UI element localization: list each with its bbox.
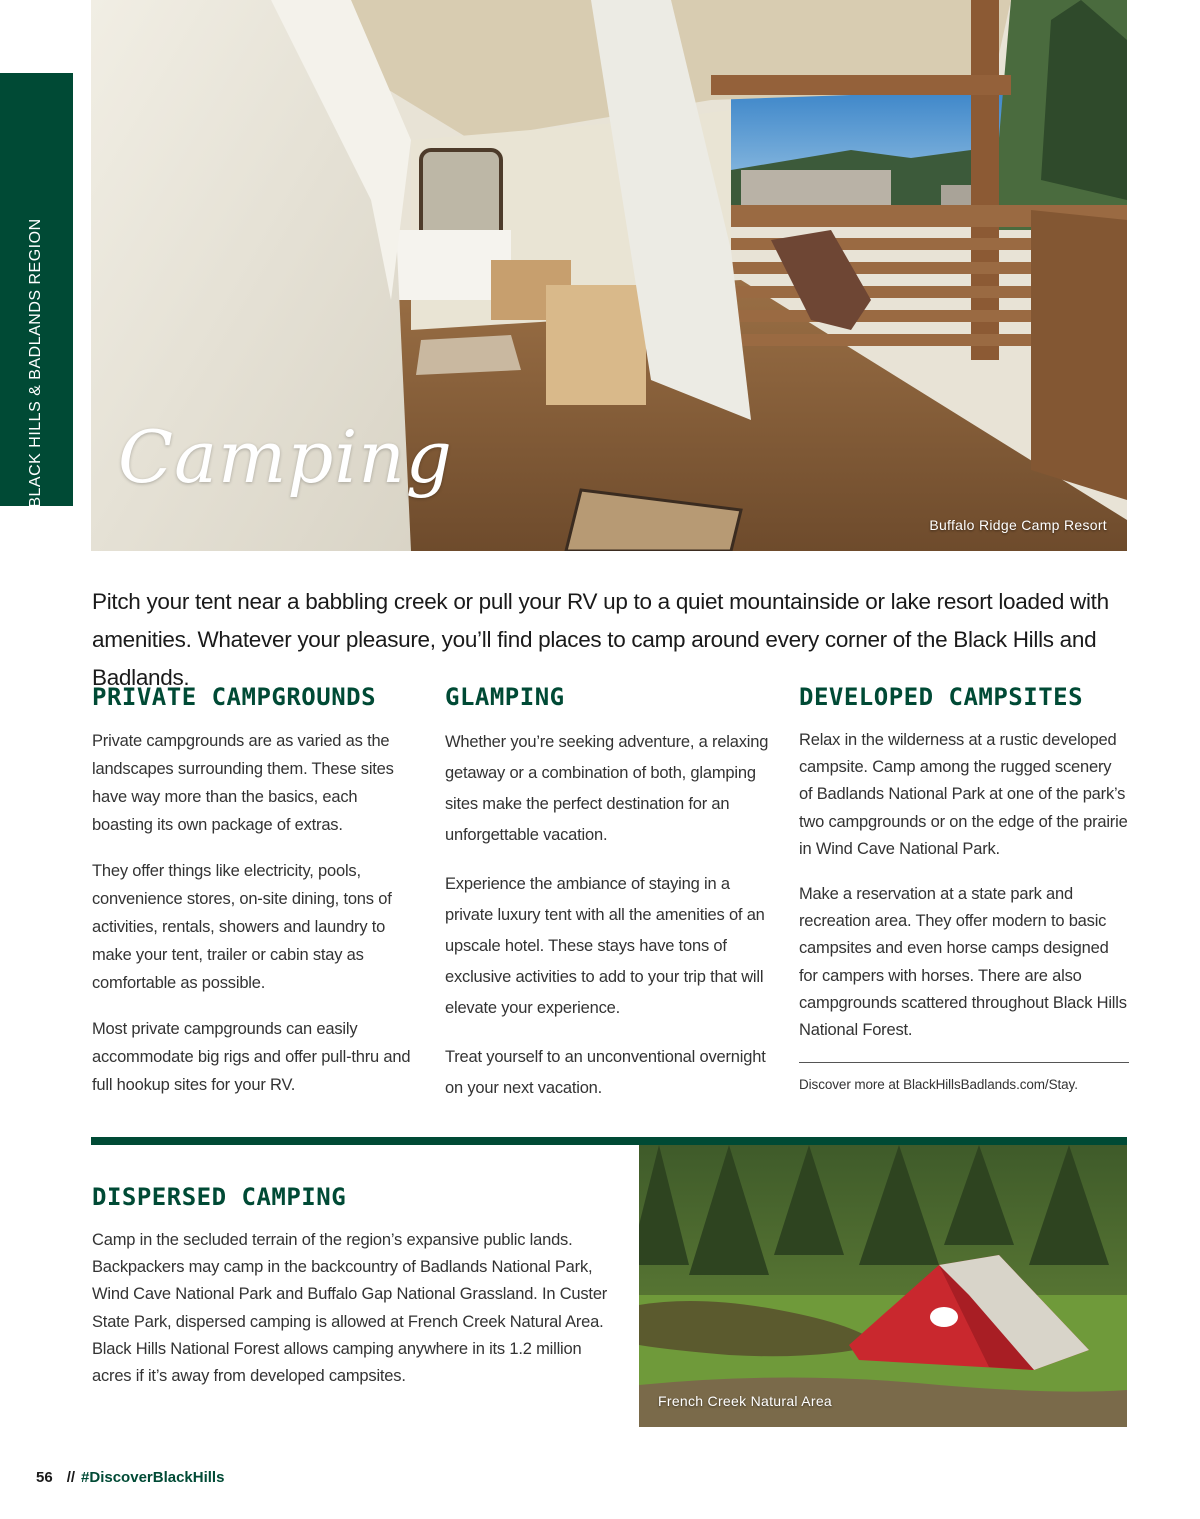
dispersed-camping-heading: DISPERSED CAMPING xyxy=(92,1183,347,1211)
region-label: BLACK HILLS & BADLANDS REGION xyxy=(27,218,44,508)
private-campgrounds-p1: Private campgrounds are as varied as the landscapes surrounding them. These sites have way more than the basics, each boasting its own package of extras. xyxy=(92,732,394,834)
private-campgrounds-section xyxy=(92,683,422,1117)
page-footer xyxy=(36,1469,224,1486)
developed-campsites-section xyxy=(799,683,1129,1092)
private-campgrounds-p2: They offer things like electricity, pools, convenience stores, on-site dining, tons of activities, rentals, showers and laundry to make your tent, trailer or cabin stay as comfortable as possible. xyxy=(92,862,392,992)
green-divider-band xyxy=(91,1137,1127,1145)
hero-title: Camping xyxy=(118,415,453,499)
glamping-p3: Treat yourself to an unconventional overnight on your next vacation. xyxy=(445,1048,766,1097)
glamping-p2: Experience the ambiance of staying in a private luxury tent with all the amenities of an upscale hotel. These stays have tons of exclusive activities to add to your trip that will elevate your experience. xyxy=(445,875,765,1017)
developed-campsites-p1: Relax in the wilderness at a rustic developed campsite. Camp among the rugged scenery of Badlands National Park at one of the park’s two campgrounds or on the edge of the prairie in Wind Cave National Park. xyxy=(799,731,1128,858)
glamping-heading: GLAMPING xyxy=(445,683,565,711)
developed-campsites-p2: Make a reservation at a state park and recreation area. They offer modern to basic campsites and even horse camps designed for campers with horses. There are also campgrounds scattered throughout Black Hills National Forest. xyxy=(799,885,1127,1040)
dispersed-camping-section xyxy=(92,1183,612,1390)
developed-campsites-heading: DEVELOPED CAMPSITES xyxy=(799,683,1084,711)
footer-separator: // xyxy=(66,1469,76,1486)
private-campgrounds-p3: Most private campgrounds can easily accommodate big rigs and offer pull-thru and full hookup sites for your RV. xyxy=(92,1020,411,1094)
footer-hashtag: #DiscoverBlackHills xyxy=(81,1469,225,1486)
creek-tent-photo xyxy=(639,1145,1127,1427)
discover-more-link[interactable]: Discover more at BlackHillsBadlands.com/Stay. xyxy=(799,1077,1078,1093)
page-number: 56 xyxy=(36,1469,53,1486)
private-campgrounds-heading: PRIVATE CAMPGROUNDS xyxy=(92,683,377,711)
glamping-section xyxy=(445,683,780,1122)
glamping-p1: Whether you’re seeking adventure, a relaxing getaway or a combination of both, glamping sites make the perfect destination for an unforgettable vacation. xyxy=(445,733,769,844)
region-side-tab xyxy=(0,73,73,506)
intro-paragraph: Pitch your tent near a babbling creek or pull your RV up to a quiet mountainside or lake resort loaded with amenities. Whatever your pleasure, you’ll find places to camp around every corner of the Black Hills and Badlands. xyxy=(92,589,1109,690)
creek-photo-credit: French Creek Natural Area xyxy=(658,1393,833,1409)
section-divider xyxy=(799,1062,1129,1063)
dispersed-camping-body: Camp in the secluded terrain of the region’s expansive public lands. Backpackers may camp in the backcountry of Badlands National Park, Wind Cave National Park and Buffalo Gap National Grassland. In Custer State Park, dispersed camping is allowed at French Creek Natural Area. Black Hills National Forest allows camping anywhere in its 1.2 million acres if it’s away from developed campsites. xyxy=(92,1231,608,1386)
hero-photo-credit: Buffalo Ridge Camp Resort xyxy=(929,517,1107,533)
